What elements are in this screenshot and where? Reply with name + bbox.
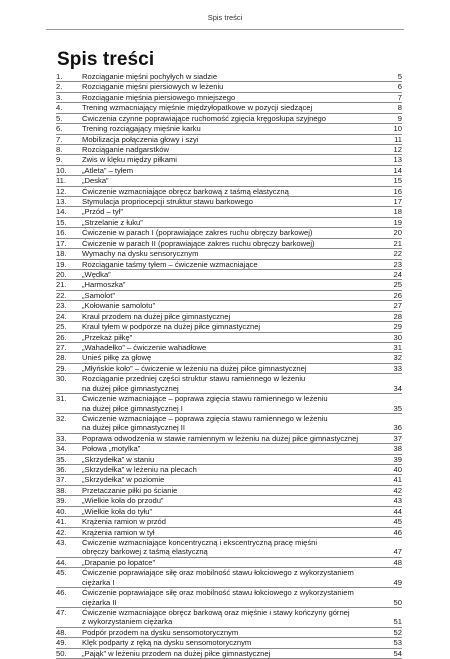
toc-entry-page-number: 49 bbox=[393, 577, 402, 587]
toc-entry bbox=[56, 588, 402, 608]
toc-entry-page-number: 50 bbox=[393, 597, 402, 607]
toc-entry-number: 29. bbox=[56, 363, 67, 373]
toc-entry-number: 1. bbox=[56, 72, 63, 81]
toc-entry bbox=[56, 228, 402, 238]
toc-entry-title: Rozciąganie mięśni piersiowych w leżeniu bbox=[82, 82, 224, 92]
toc-entry-title: Kraul przodem na dużej piłce gimnastycznej bbox=[82, 311, 231, 321]
toc-entry bbox=[56, 496, 402, 506]
toc-entry-title: Podpór przodem na dysku sensomotorycznym bbox=[82, 627, 239, 637]
toc-entry-number: 45. bbox=[56, 568, 67, 578]
toc-entry bbox=[56, 475, 402, 485]
toc-entry-title: „Drapanie po łopatce” bbox=[82, 557, 156, 567]
toc-entry-title: „Strzelanie z łuku” bbox=[82, 217, 143, 227]
toc-entry-page-number: 18 bbox=[393, 207, 402, 217]
toc-entry-number: 26. bbox=[56, 332, 67, 342]
toc-entry-title: Trening wzmacniający mięśnie międzyłopatkowe w pozycji siedzącej bbox=[82, 103, 313, 113]
toc-entry bbox=[56, 608, 402, 628]
toc-entry-title: obręczy barkowej z taśmą elastyczną bbox=[82, 547, 208, 557]
toc-entry bbox=[56, 434, 402, 444]
toc-entry bbox=[56, 82, 402, 92]
toc-entry-number: 33. bbox=[56, 433, 67, 443]
toc-entry-title: „Przód – tył” bbox=[82, 207, 123, 217]
toc-entry bbox=[56, 145, 402, 155]
toc-entry-number: 13. bbox=[56, 197, 67, 207]
toc-entry-page-number: 6 bbox=[397, 82, 402, 92]
toc-entry-page-number: 51 bbox=[393, 617, 402, 627]
toc-entry-number: 25. bbox=[56, 322, 67, 332]
toc-entry-title: „Skrzydełka” w leżeniu na plecach bbox=[82, 465, 197, 475]
running-header: Spis treści bbox=[207, 13, 243, 22]
toc-entry-page-number: 19 bbox=[393, 217, 402, 227]
toc-entry-number: 8. bbox=[56, 144, 63, 154]
toc-entry-title: Wymachy na dysku sensorycznym bbox=[82, 249, 199, 259]
toc-entry bbox=[56, 135, 402, 145]
toc-entry-page-number: 46 bbox=[393, 527, 402, 537]
toc-entry bbox=[56, 364, 402, 374]
toc-entry-title: Połowa „motylka” bbox=[82, 444, 141, 454]
toc-entry-number: 34. bbox=[56, 444, 67, 454]
toc-entry bbox=[56, 528, 402, 538]
toc-entry bbox=[56, 394, 402, 414]
toc-entry-page-number: 32 bbox=[393, 353, 402, 363]
toc-entry-title: „Wędka” bbox=[82, 270, 111, 280]
toc-entry-page-number: 43 bbox=[393, 496, 402, 506]
toc-entry bbox=[56, 270, 402, 280]
toc-entry-title: Zwis w klęku między piłkami bbox=[82, 155, 177, 165]
toc-entry-page-number: 25 bbox=[393, 280, 402, 290]
toc-entry-number: 6. bbox=[56, 124, 63, 134]
toc-entry bbox=[56, 176, 402, 186]
toc-entry-page-number: 48 bbox=[393, 557, 402, 567]
toc-entry-number: 31. bbox=[56, 394, 67, 404]
toc-entry bbox=[56, 333, 402, 343]
toc-entry bbox=[56, 649, 402, 659]
table-of-contents bbox=[56, 72, 402, 659]
toc-entry bbox=[56, 414, 402, 434]
toc-entry-page-number: 24 bbox=[393, 270, 402, 280]
toc-entry-page-number: 44 bbox=[393, 506, 402, 516]
toc-entry bbox=[56, 444, 402, 454]
toc-entry-page-number: 31 bbox=[393, 342, 402, 352]
toc-entry-number: 28. bbox=[56, 353, 67, 363]
toc-entry-number: 40. bbox=[56, 506, 67, 516]
toc-entry-page-number: 11 bbox=[394, 134, 402, 144]
toc-entry-page-number: 35 bbox=[393, 403, 402, 413]
toc-entry bbox=[56, 465, 402, 475]
page-title: Spis treści bbox=[57, 49, 155, 70]
toc-entry-title: Ćwiczenie poprawiające siłę oraz mobilność stawu łokciowego z wykorzystaniem bbox=[82, 588, 354, 598]
toc-entry-title: „Harmoszka” bbox=[82, 280, 126, 290]
toc-entry-page-number: 21 bbox=[393, 238, 402, 248]
toc-entry-number: 36. bbox=[56, 465, 67, 475]
toc-entry-page-number: 38 bbox=[393, 444, 402, 454]
toc-entry bbox=[56, 353, 402, 363]
toc-entry-page-number: 14 bbox=[393, 165, 402, 175]
toc-entry bbox=[56, 628, 402, 638]
toc-entry-page-number: 8 bbox=[397, 103, 402, 113]
toc-entry-title: „Wielkie koła do przodu” bbox=[82, 496, 164, 506]
toc-entry-number: 5. bbox=[56, 113, 63, 123]
toc-entry-title: „Samolot” bbox=[82, 290, 115, 300]
toc-entry-title: na dużej piłce gimnastycznej II bbox=[82, 423, 185, 433]
toc-entry bbox=[56, 322, 402, 332]
toc-entry-page-number: 26 bbox=[393, 290, 402, 300]
toc-entry-page-number: 10 bbox=[393, 124, 402, 134]
toc-entry-page-number: 27 bbox=[393, 301, 402, 311]
toc-entry-page-number: 52 bbox=[393, 627, 402, 637]
toc-entry bbox=[56, 239, 402, 249]
toc-entry-page-number: 54 bbox=[393, 648, 402, 658]
toc-entry-number: 14. bbox=[56, 207, 67, 217]
toc-entry-number: 47. bbox=[56, 607, 67, 617]
toc-entry-page-number: 28 bbox=[393, 311, 402, 321]
toc-entry bbox=[56, 93, 402, 103]
toc-entry bbox=[56, 114, 402, 124]
toc-entry-page-number: 15 bbox=[393, 176, 402, 186]
toc-entry-number: 50. bbox=[56, 648, 67, 658]
toc-entry-number: 38. bbox=[56, 485, 67, 495]
toc-entry-number: 2. bbox=[56, 82, 63, 92]
toc-entry-page-number: 40 bbox=[393, 465, 402, 475]
toc-entry bbox=[56, 568, 402, 588]
toc-entry-page-number: 39 bbox=[393, 454, 402, 464]
toc-entry-page-number: 34 bbox=[393, 383, 402, 393]
toc-entry-title: „Deska” bbox=[82, 176, 109, 186]
toc-entry-page-number: 5 bbox=[397, 72, 402, 81]
toc-entry bbox=[56, 291, 402, 301]
toc-entry-page-number: 23 bbox=[393, 259, 402, 269]
toc-entry-title: Klęk podparty z ręką na dysku sensomotorycznym bbox=[82, 638, 252, 648]
toc-entry-title: Trening rozciągający mięśnie karku bbox=[82, 124, 201, 134]
toc-entry-number: 24. bbox=[56, 311, 67, 321]
toc-entry-number: 46. bbox=[56, 588, 67, 598]
toc-entry-title: Rozciąganie nadgarstków bbox=[82, 144, 169, 154]
toc-entry-page-number: 29 bbox=[393, 322, 402, 332]
toc-entry-number: 44. bbox=[56, 557, 67, 567]
toc-entry bbox=[56, 197, 402, 207]
toc-entry-title: Poprawa odwodzenia w stawie ramiennym w leżeniu na dużej piłce gimnastycznej bbox=[82, 433, 359, 443]
toc-entry bbox=[56, 374, 402, 394]
toc-entry-number: 23. bbox=[56, 301, 67, 311]
toc-entry bbox=[56, 538, 402, 558]
toc-entry-number: 41. bbox=[56, 517, 67, 527]
toc-entry bbox=[56, 486, 402, 496]
toc-entry-number: 9. bbox=[56, 155, 63, 165]
toc-entry-title: „Kołowanie samolotu” bbox=[82, 301, 156, 311]
header-rule bbox=[46, 29, 404, 30]
toc-entry-title: ciężarka I bbox=[82, 577, 115, 587]
toc-entry-number: 48. bbox=[56, 627, 67, 637]
toc-entry-title: „Wielkie koła do tyłu” bbox=[82, 506, 153, 516]
toc-entry bbox=[56, 166, 402, 176]
toc-entry bbox=[56, 155, 402, 165]
toc-entry-title: Stymulacja propriocepcji struktur stawu barkowego bbox=[82, 197, 253, 207]
toc-entry-title: Krążenia ramion w tył bbox=[82, 527, 155, 537]
toc-entry-number: 18. bbox=[56, 249, 67, 259]
toc-entry-page-number: 33 bbox=[393, 363, 402, 373]
toc-entry-title: Ćwiczenie wzmacniające koncentryczną i ekscentryczną pracę mięśni bbox=[82, 537, 318, 547]
toc-entry-number: 27. bbox=[56, 342, 67, 352]
toc-entry-title: Ćwiczenie w parach II (poprawiające zakres ruchu obręczy barkowej) bbox=[82, 238, 315, 248]
toc-entry bbox=[56, 312, 402, 322]
toc-entry-title: Rozciąganie mięśni pochyłych w siadzie bbox=[82, 72, 218, 81]
toc-entry-title: z wykorzystaniem ciężarka bbox=[82, 617, 173, 627]
toc-entry-title: Krążenia ramion w przód bbox=[82, 517, 166, 527]
toc-entry bbox=[56, 301, 402, 311]
toc-entry-title: „Pająk” w leżeniu przodem na dużej piłce gimnastycznej bbox=[82, 648, 271, 658]
toc-entry-title: Ćwiczenie w parach I (poprawiające zakres ruchu obręczy barkowej) bbox=[82, 228, 313, 238]
toc-entry-title: „Przekaż piłkę” bbox=[82, 332, 133, 342]
toc-entry bbox=[56, 103, 402, 113]
toc-entry-page-number: 47 bbox=[393, 547, 402, 557]
toc-entry bbox=[56, 249, 402, 259]
toc-entry-title: na dużej piłce gimnastycznej bbox=[82, 383, 179, 393]
toc-entry-page-number: 13 bbox=[393, 155, 402, 165]
toc-entry-title: Ćwiczenie wzmacniające – poprawa zgięcia stawu ramiennego w leżeniu bbox=[82, 394, 328, 404]
toc-entry bbox=[56, 207, 402, 217]
toc-entry bbox=[56, 343, 402, 353]
toc-entry-number: 39. bbox=[56, 496, 67, 506]
toc-entry-title: Rozciąganie taśmy tyłem – ćwiczenie wzmacniające bbox=[82, 259, 258, 269]
toc-entry bbox=[56, 507, 402, 517]
toc-entry-number: 16. bbox=[56, 228, 67, 238]
toc-entry-page-number: 42 bbox=[393, 485, 402, 495]
toc-entry-number: 19. bbox=[56, 259, 67, 269]
toc-entry-title: Mobilizacja połączenia głowy i szyi bbox=[82, 134, 199, 144]
toc-entry bbox=[56, 638, 402, 648]
toc-entry-title: Ćwiczenia czynne poprawiające ruchomość zgięcia kręgosłupa szyjnego bbox=[82, 113, 326, 123]
toc-entry-title: Przetaczanie piłki po ścianie bbox=[82, 485, 178, 495]
toc-entry-title: „Młyńskie koło” – ćwiczenie w leżeniu na dużej piłce gimnastycznej bbox=[82, 363, 307, 373]
toc-entry bbox=[56, 260, 402, 270]
toc-entry-number: 3. bbox=[56, 92, 63, 102]
toc-entry-number: 37. bbox=[56, 475, 67, 485]
toc-entry-title: „Wahadełko” – ćwiczenie wahadłowe bbox=[82, 342, 207, 352]
toc-entry-title: „Atleta” – tyłem bbox=[82, 165, 134, 175]
toc-entry-page-number: 16 bbox=[393, 186, 402, 196]
toc-entry-page-number: 37 bbox=[393, 433, 402, 443]
toc-entry bbox=[56, 218, 402, 228]
toc-entry bbox=[56, 72, 402, 82]
toc-entry-number: 21. bbox=[56, 280, 67, 290]
toc-entry bbox=[56, 455, 402, 465]
toc-entry-page-number: 53 bbox=[393, 638, 402, 648]
toc-entry bbox=[56, 124, 402, 134]
toc-entry-number: 4. bbox=[56, 103, 63, 113]
toc-entry-title: Ćwiczenie wzmacniające obręcz barkową oraz mięśnie i stawy kończyny górnej bbox=[82, 607, 350, 617]
toc-entry-number: 10. bbox=[56, 165, 67, 175]
toc-entry-title: „Skrzydełka” w poziomie bbox=[82, 475, 165, 485]
toc-entry-number: 15. bbox=[56, 217, 67, 227]
toc-entry-title: na dużej piłce gimnastycznej I bbox=[82, 403, 183, 413]
toc-entry-number: 12. bbox=[56, 186, 67, 196]
toc-entry-page-number: 12 bbox=[393, 144, 402, 154]
toc-entry-title: Unieś piłkę za głowę bbox=[82, 353, 152, 363]
toc-entry-number: 11. bbox=[56, 176, 66, 186]
toc-entry bbox=[56, 280, 402, 290]
toc-entry-title: Rozciąganie przedniej części struktur stawu ramiennego w leżeniu bbox=[82, 374, 306, 384]
toc-entry-number: 43. bbox=[56, 537, 67, 547]
toc-entry-number: 30. bbox=[56, 374, 67, 384]
toc-entry-title: Kraul tyłem w podporze na dużej piłce gimnastycznej bbox=[82, 322, 261, 332]
toc-entry-page-number: 41 bbox=[393, 475, 402, 485]
toc-entry-number: 17. bbox=[56, 238, 67, 248]
toc-entry-page-number: 30 bbox=[393, 332, 402, 342]
toc-entry-number: 22. bbox=[56, 290, 67, 300]
toc-entry-title: Rozciąganie mięśnia piersiowego mniejszego bbox=[82, 92, 236, 102]
toc-entry-page-number: 22 bbox=[393, 249, 402, 259]
toc-entry-number: 42. bbox=[56, 527, 67, 537]
toc-entry bbox=[56, 517, 402, 527]
toc-entry-number: 35. bbox=[56, 454, 67, 464]
toc-entry-number: 7. bbox=[56, 134, 63, 144]
toc-entry-page-number: 9 bbox=[397, 113, 402, 123]
toc-entry-page-number: 17 bbox=[393, 197, 402, 207]
toc-entry-title: „Skrzydełka” w staniu bbox=[82, 454, 155, 464]
toc-entry-number: 49. bbox=[56, 638, 67, 648]
toc-entry-title: Ćwiczenie wzmacniające – poprawa zgięcia stawu ramiennego w leżeniu bbox=[82, 413, 328, 423]
toc-entry bbox=[56, 187, 402, 197]
toc-entry-page-number: 36 bbox=[393, 423, 402, 433]
toc-entry-page-number: 20 bbox=[393, 228, 402, 238]
toc-entry-title: Ćwiczenie wzmacniające obręcz barkową z taśmą elastyczną bbox=[82, 186, 289, 196]
toc-entry-number: 20. bbox=[56, 270, 67, 280]
toc-entry-page-number: 45 bbox=[393, 517, 402, 527]
toc-entry-title: Ćwiczenie poprawiające siłę oraz mobilność stawu łokciowego z wykorzystaniem bbox=[82, 568, 354, 578]
toc-entry bbox=[56, 558, 402, 568]
toc-entry-number: 32. bbox=[56, 413, 67, 423]
toc-entry-page-number: 7 bbox=[397, 92, 402, 102]
toc-entry-title: ciężarka II bbox=[82, 597, 117, 607]
